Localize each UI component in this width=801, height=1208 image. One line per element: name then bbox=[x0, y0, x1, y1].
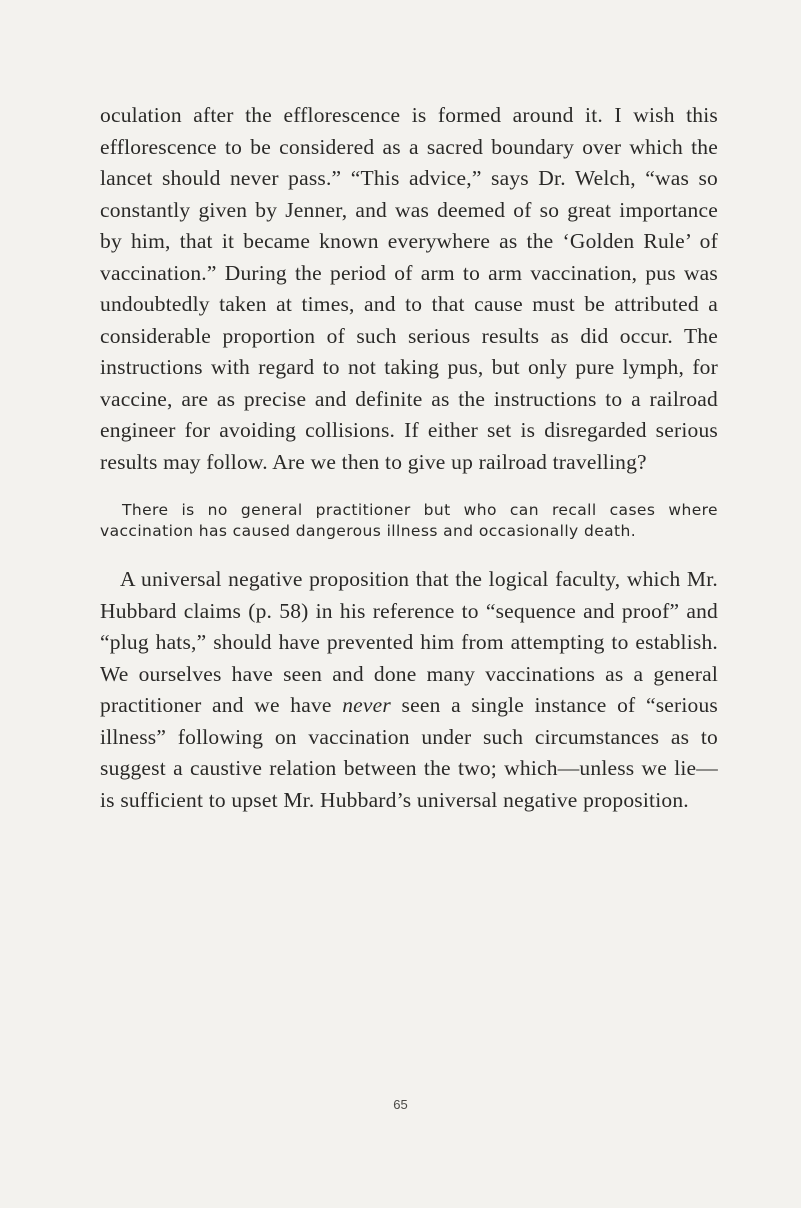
paragraph-response-text-end: seen a single instance of “serious illness” following on vaccination under such circumstances as to suggest a caustive relation between the two; which—unless we lie—is sufficient to upset Mr. Hubbard’s universal negative proposition. bbox=[100, 693, 719, 812]
emphasis-never: never bbox=[342, 693, 391, 717]
page-body bbox=[100, 100, 718, 816]
paragraph-response bbox=[100, 564, 718, 816]
page-number: 65 bbox=[393, 1097, 408, 1112]
paragraph-response-text-start: A universal negative proposition that the logical faculty, which Mr. Hubbard claims (p. 58) in his reference to “sequence and proof” and “plug hats,” should have prevented him from attempting to establish. We ourselves have seen and done many vaccinations as a general practitioner and we have bbox=[100, 567, 718, 717]
paragraph-continuation: oculation after the efflorescence is formed around it. I wish this efflorescence to be considered as a sacred boundary over which the lancet should never pass.” “This advice,” says Dr. Welch, “was so constantly given by Jenner, and was deemed of so great importance by him, that it became known everywhere as the ‘Golden Rule’ of vaccination.” During the period of arm to arm vaccination, pus was undoubtedly taken at times, and to that cause must be attributed a considerable proportion of such serious results as did occur. The instructions with regard to not taking pus, but only pure lymph, for vaccine, are as precise and definite as the instructions to a railroad engineer for avoiding collisions. If either set is disregarded serious results may follow. Are we then to give up railroad travelling? bbox=[100, 103, 718, 474]
quoted-statement: There is no general practitioner but who can recall cases where vaccination has caused dangerous illness and occasionally death. bbox=[100, 501, 718, 540]
